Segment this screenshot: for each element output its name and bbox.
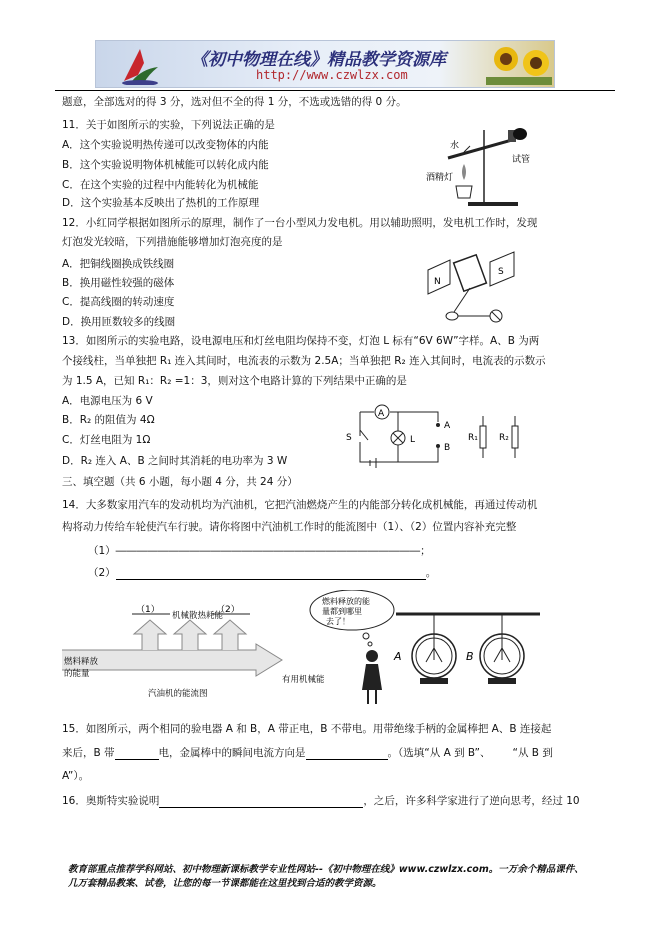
q16-text-b: ，之后，许多科学家进行了逆向思考，经过 10 [363, 795, 580, 807]
fig14-bubble-1: 燃料释放的能 [322, 597, 370, 606]
fig14-useful-label: 有用机械能 [282, 675, 325, 685]
q15-stem-3: A”）。 [62, 770, 90, 782]
header-banner [95, 40, 555, 88]
q16-blank [159, 795, 363, 808]
fig11-tube-label: 试管 [512, 155, 531, 165]
q13-option-d: D．R₂ 连入 A、B 之间时其消耗的电功率为 3 W [62, 455, 288, 467]
q15-stem-2 [62, 746, 553, 760]
fig13-r2-label: R₂ [499, 433, 509, 443]
q14-stem-2: 构将动力传给车轮使汽车行驶。请你将图中汽油机工作时的能流图中（1）、（2）位置内容补充完整 [62, 521, 517, 533]
q12-option-d: D．换用匝数较多的线圈 [62, 316, 176, 328]
fig15-label-a: A [394, 650, 402, 663]
q12-option-a: A．把铜线圈换成铁线圈 [62, 258, 175, 270]
q11-option-b: B．这个实验说明物体机械能可以转化成内能 [62, 159, 269, 171]
q11-option-c: C．在这个实验的过程中内能转化为机械能 [62, 179, 259, 191]
header-rule [55, 90, 615, 91]
q14-blank-2 [88, 566, 436, 580]
banner-title: 《初中物理在线》精品教学资源库 [191, 50, 446, 70]
fig14-fuel-label-2: 的能量 [64, 669, 90, 679]
q15-blank-direction [306, 747, 388, 760]
fig13-lamp-label: L [410, 435, 416, 445]
q13-option-a: A．电源电压为 6 V [62, 395, 153, 407]
q13-stem-2: 个接线柱，当单独把 R₁ 连入其间时，电流表的示数为 2.5A；当单独把 R₂ 连入其间时，电流表的示数示 [62, 355, 546, 367]
fig12-s-label: S [498, 267, 504, 277]
q15-text-d: “从 B 到 [512, 747, 553, 759]
q13-option-c: C．灯丝电阻为 1Ω [62, 434, 151, 446]
page-footer [68, 863, 584, 891]
fig14-box2: （2） [216, 605, 240, 615]
footer-line-1: 教育部重点推荐学科网站、初中物理新课标教学专业性网站--《初中物理在线》www.czwlzx.com。一万余个精品课件、 [68, 864, 584, 875]
fig14-caption: 汽油机的能流图 [148, 689, 208, 699]
fig12-n-label: N [434, 277, 441, 287]
fig14-box1: （1） [136, 605, 160, 615]
fig11-water-label: 水 [450, 141, 460, 151]
fig14-loss-label: 机械散热耗能 [172, 611, 224, 621]
site-logo-icon [118, 45, 162, 85]
q11-option-a: A．这个实验说明热传递可以改变物体的内能 [62, 139, 269, 151]
q15-text-c: 。（选填“从 A 到 B”、 [387, 747, 491, 759]
q12-stem-2: 灯泡发光较暗，下列措施能够增加灯泡亮度的是 [62, 236, 283, 248]
q14-stem-1: 14．大多数家用汽车的发动机均为汽油机，它把汽油燃烧产生的内能部分转化成机械能，再通过传动机 [62, 499, 538, 511]
q14-blank-1: （1）―――――――――――――――――――――――――――――； [88, 545, 431, 557]
fig13-terminal-a: A [444, 421, 451, 431]
q15-stem-1: 15．如图所示，两个相同的验电器 A 和 B，A 带正电，B 不带电。用带绝缘手柄的金属棒把 A、B 连接起 [62, 723, 552, 735]
q12-option-b: B．换用磁性较强的磁体 [62, 277, 175, 289]
q15-text-b: 电，金属棒中的瞬间电流方向是 [158, 747, 306, 759]
q11-option-d: D．这个实验基本反映出了热机的工作原理 [62, 197, 260, 209]
q15-text-a: 来后，B 带 [62, 747, 115, 759]
intro-line: 题意，全部选对的得 3 分，选对但不全的得 1 分，不选或选错的得 0 分。 [62, 96, 407, 108]
fig15-label-b: B [466, 650, 474, 663]
figure-q12-generator [424, 240, 520, 330]
q16-stem [62, 794, 580, 808]
q15-blank-charge [115, 747, 159, 760]
sunflower-icon [486, 43, 552, 85]
q16-text-a: 16．奥斯特实验说明 [62, 795, 160, 807]
q14-blank-2-end: 。 [425, 567, 437, 579]
q12-stem-1: 12．小红同学根据如图所示的原理，制作了一台小型风力发电机。用以辅助照明，发电机工作时，发现 [62, 217, 538, 229]
fig13-ammeter-label: A [378, 409, 385, 419]
fig13-switch-label: S [346, 433, 352, 443]
q13-option-b: B．R₂ 的阻值为 4Ω [62, 414, 155, 426]
figure-q13-circuit [340, 398, 530, 472]
fig14-bubble-2: 量都到哪里 [322, 607, 362, 616]
figure-q15-electroscopes [390, 600, 550, 700]
fig14-bubble-3: 去了！ [326, 617, 350, 626]
q12-option-c: C．提高线圈的转动速度 [62, 296, 175, 308]
q14-blank-2-line [116, 567, 426, 580]
q13-stem-3: 为 1.5 A，已知 R₁：R₂ =1：3，则对这个电路计算的下列结果中正确的是 [62, 375, 407, 387]
fig13-terminal-b: B [444, 443, 451, 453]
q13-stem-1: 13．如图所示的实验电路，设电源电压和灯丝电阻均保持不变，灯泡 L 标有“6V 6W”字样。A、B 为两 [62, 335, 540, 347]
figure-q14-energy-flow [60, 590, 410, 708]
footer-line-2: 几万套精品教案、试卷，让您的每一节课都能在这里找到合适的教学资源。 [68, 878, 382, 889]
figure-q11-heating-apparatus [420, 118, 540, 213]
q11-stem: 11．关于如图所示的实验，下列说法正确的是 [62, 119, 275, 131]
fig14-fuel-label-1: 燃料释放 [64, 657, 99, 667]
fig11-lamp-label: 酒精灯 [426, 173, 454, 183]
section-heading: 三、填空题（共 6 小题，每小题 4 分，共 24 分） [62, 476, 298, 488]
fig13-r1-label: R₁ [468, 433, 478, 443]
q14-blank-2-label: （2） [88, 567, 116, 579]
banner-url: http://www.czwlzx.com [256, 68, 408, 82]
